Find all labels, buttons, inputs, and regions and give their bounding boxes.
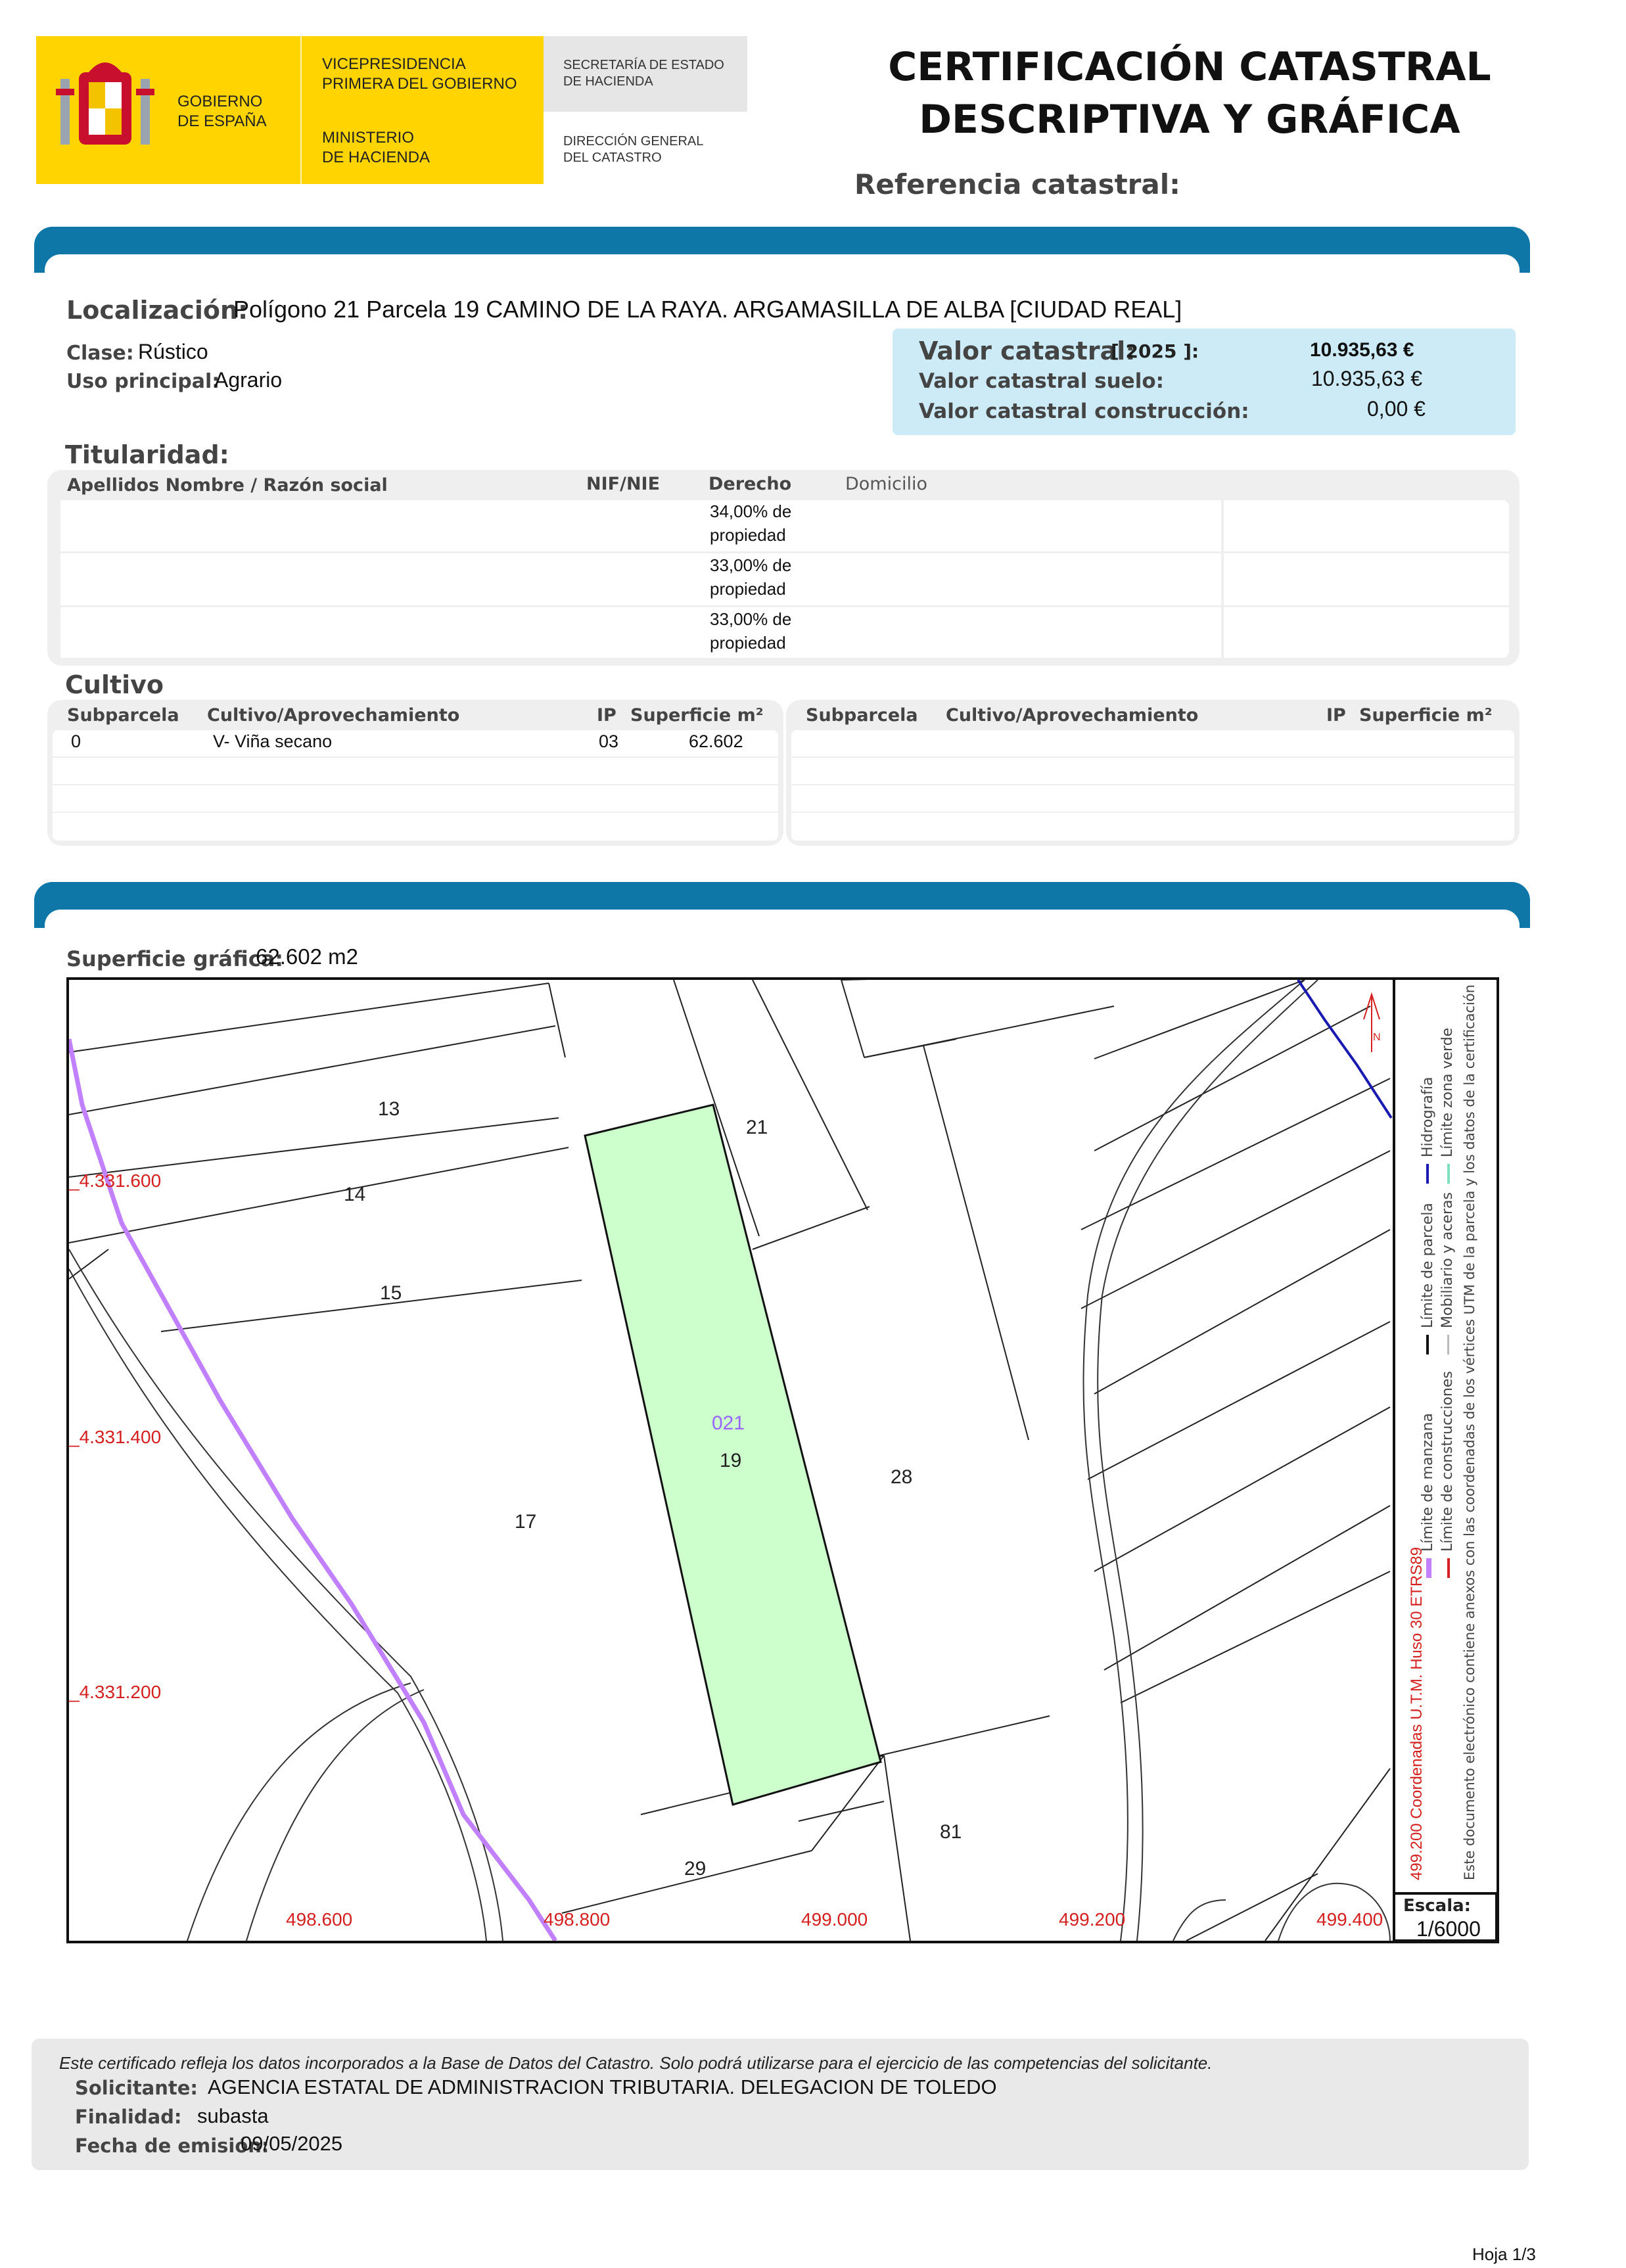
derecho-type: propiedad (710, 525, 786, 545)
hydrography-line (1298, 980, 1391, 1118)
title-line1: CERTIFICACIÓN CATASTRAL (888, 44, 1491, 90)
col-apellidos: Apellidos Nombre / Razón social (67, 475, 388, 496)
section-bar-inner (45, 910, 1520, 928)
cultivo-ip: 03 (599, 731, 619, 751)
sec-line1: SECRETARÍA DE ESTADO (563, 58, 724, 72)
valor-year: [ 2025 ]: (1111, 340, 1199, 362)
derecho-pct: 33,00% de (710, 609, 792, 629)
parcel-label: 17 (515, 1511, 537, 1533)
mobiliario-legend-swatch (1447, 1335, 1449, 1354)
derecho-type: propiedad (710, 633, 786, 653)
dir-line2: DEL CATASTRO (563, 150, 662, 165)
coord-y: _4.331.600 (69, 1170, 162, 1191)
legend-zona-verde: Límite zona verde (1439, 1027, 1456, 1157)
derecho-row-1 (710, 499, 791, 547)
coord-y: _4.331.200 (69, 1682, 162, 1702)
parcel-label: 29 (684, 1858, 707, 1880)
legend-mobiliario: Mobiliario y aceras (1439, 1192, 1456, 1328)
parcel-label: 81 (940, 1821, 962, 1843)
footer-panel (32, 2039, 1529, 2170)
superficie-grafica-label: Superficie gráfica: (66, 946, 284, 971)
col-subparcela: Subparcela (806, 705, 918, 726)
row-divider (791, 756, 1514, 758)
divider (300, 36, 302, 184)
legend-construcciones: Límite de construcciones (1439, 1371, 1456, 1552)
parcela-legend-swatch (1426, 1335, 1429, 1354)
valor-value: 10.935,63 € (1310, 339, 1414, 361)
secretaria-block (544, 36, 747, 112)
derecho-type: propiedad (710, 579, 786, 599)
coord-x: 499.400 (1316, 1909, 1383, 1930)
fecha-value: 09/05/2025 (241, 2132, 343, 2155)
clase-label: Clase: (66, 342, 134, 365)
valor-catastral-box (893, 329, 1516, 435)
vice-line1: VICEPRESIDENCIA (322, 55, 466, 73)
map-legend (1406, 984, 1505, 1880)
col-ip: IP (1326, 705, 1346, 726)
svg-text:N: N (1373, 1032, 1381, 1043)
coord-x: 498.600 (286, 1909, 353, 1930)
localizacion-value: Polígono 21 Parcela 19 CAMINO DE LA RAYA. ARGAMASILLA DE ALBA [CIUDAD REAL] (233, 296, 1182, 323)
construccion-label: Valor catastral construcción: (919, 400, 1249, 423)
disclaimer: Este certificado refleja los datos incorporados a la Base de Datos del Catastro. Solo podrá utilizarse para el ejercicio de las competencias del solicitante. (59, 2053, 1213, 2073)
col-divider (55, 500, 60, 658)
section-bar-inner (45, 254, 1520, 273)
government-logo-block (36, 36, 544, 184)
parcel-label: 15 (380, 1282, 402, 1304)
col-divider (1221, 500, 1224, 658)
cadastral-map[interactable] (66, 977, 1499, 1943)
legend-hidrografia: Hidrografía (1420, 1076, 1436, 1157)
parcel-label: 21 (746, 1117, 768, 1138)
col-subparcela: Subparcela (67, 705, 179, 726)
cultivo-title: Cultivo (65, 670, 164, 699)
coord-x: 499.000 (801, 1909, 868, 1930)
solicitante-value: AGENCIA ESTATAL DE ADMINISTRACION TRIBUTARIA. DELEGACION DE TOLEDO (208, 2075, 997, 2098)
titularidad-table (47, 470, 1520, 666)
row-divider (791, 784, 1514, 785)
construccion-value: 0,00 € (1367, 397, 1426, 421)
cultivo-subparcela: 0 (71, 731, 81, 751)
col-superficie: Superficie m² (1359, 705, 1493, 726)
gov-line1: GOBIERNO (177, 93, 263, 110)
derecho-row-3 (710, 607, 791, 655)
title-line2: DESCRIPTIVA Y GRÁFICA (919, 97, 1460, 143)
page-number: Hoja 1/3 (1472, 2244, 1536, 2264)
derecho-pct: 34,00% de (710, 501, 792, 521)
escala-value: 1/6000 (1416, 1917, 1481, 1941)
row-divider (791, 812, 1514, 813)
cultivo-aprovechamiento: V- Viña secano (213, 731, 333, 751)
col-ip: IP (597, 705, 616, 726)
row-divider (53, 812, 778, 813)
superficie-grafica-value: 62.602 m2 (256, 944, 358, 969)
parcel-label: 13 (378, 1098, 400, 1120)
escala-label: Escala: (1403, 1896, 1472, 1916)
uso-label: Uso principal: (66, 370, 220, 393)
coord-y: _4.331.400 (69, 1427, 162, 1447)
col-nif: NIF/NIE (586, 474, 661, 494)
valor-label: Valor catastral: (919, 336, 1136, 365)
row-divider (53, 784, 778, 785)
titularidad-title: Titularidad: (65, 440, 229, 469)
suelo-value: 10.935,63 € (1311, 367, 1423, 390)
col-superficie: Superficie m² (630, 705, 764, 726)
coord-x: 498.800 (544, 1909, 611, 1930)
col-cultivo: Cultivo/Aprovechamiento (207, 705, 460, 726)
cultivo-table-left (47, 700, 783, 846)
poligono-label: 021 (712, 1412, 745, 1434)
legend-note: Este documento electrónico contiene anexos con las coordenadas de los vértices UTM de la parcela y los datos de la certificación (1462, 984, 1477, 1880)
derecho-row-2 (710, 553, 791, 601)
solicitante-label: Solicitante: (75, 2077, 198, 2099)
manzana-legend-swatch (1426, 1558, 1431, 1578)
localizacion-label: Localización: (66, 296, 248, 325)
cultivo-rows (791, 730, 1514, 841)
parcel-label: 19 (720, 1450, 742, 1471)
derecho-pct: 33,00% de (710, 555, 792, 575)
cultivo-table-right (786, 700, 1520, 846)
col-derecho: Derecho (708, 474, 792, 494)
fecha-label: Fecha de emisión: (75, 2135, 269, 2157)
north-arrow-icon (1364, 994, 1381, 1052)
gov-line2: DE ESPAÑA (177, 112, 267, 130)
finalidad-label: Finalidad: (75, 2106, 182, 2128)
min-line2: DE HACIENDA (322, 149, 430, 166)
document-title (828, 41, 1551, 146)
zona-verde-legend-swatch (1447, 1164, 1450, 1184)
row-divider (53, 756, 778, 758)
legend-parcela: Límite de parcela (1420, 1203, 1436, 1328)
uso-value: Agrario (214, 368, 283, 392)
vice-line2: PRIMERA DEL GOBIERNO (322, 75, 517, 93)
sec-line2: DE HACIENDA (563, 74, 653, 89)
dir-line1: DIRECCIÓN GENERAL (563, 134, 704, 149)
referencia-catastral-label: Referencia catastral: (854, 168, 1180, 200)
clase-value: Rústico (138, 340, 208, 363)
hidrografia-legend-swatch (1426, 1164, 1429, 1184)
col-cultivo: Cultivo/Aprovechamiento (946, 705, 1199, 726)
cultivo-superficie: 62.602 (689, 731, 743, 751)
coord-note: 499.200 Coordenadas U.T.M. Huso 30 ETRS89 (1408, 1547, 1426, 1880)
suelo-label: Valor catastral suelo: (919, 369, 1165, 393)
cultivo-rows (53, 730, 778, 841)
coord-x: 499.200 (1059, 1909, 1126, 1930)
min-line1: MINISTERIO (322, 129, 415, 147)
col-domicilio: Domicilio (845, 474, 927, 494)
parcel-label: 14 (344, 1184, 366, 1205)
parcel-label: 28 (891, 1466, 913, 1488)
legend-manzana: Límite de manzana (1420, 1413, 1436, 1552)
coat-of-arms-icon (53, 53, 158, 164)
finalidad-value: subasta (197, 2104, 269, 2127)
construcciones-legend-swatch (1447, 1558, 1450, 1578)
map-drawing (69, 980, 1497, 1941)
